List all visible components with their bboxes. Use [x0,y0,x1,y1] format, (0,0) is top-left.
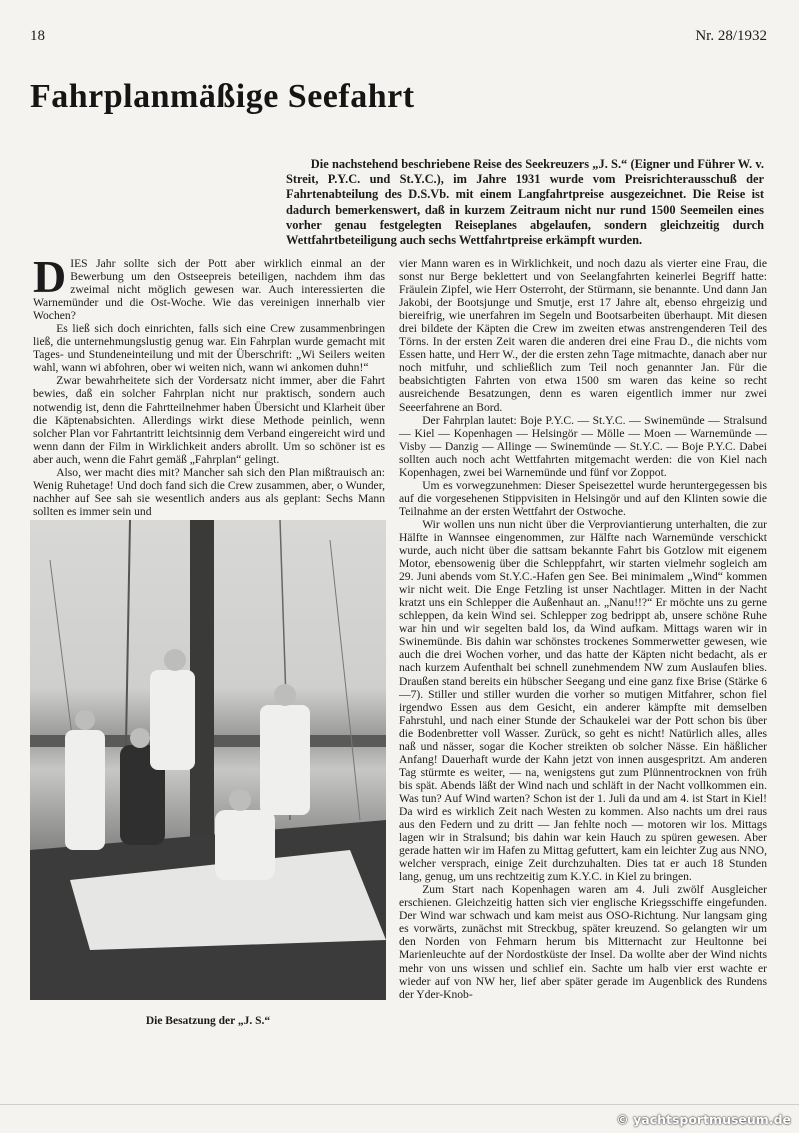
paragraph: Wir wollen uns nun nicht über die Verproviantierung unterhalten, die zur Hälfte in Wannsee eingenommen, zur Hälfte nach Warnemünde verschickt wurde, auch nicht über die sattsam bekannte Fahrt bis Gotzlow mit eigenem Motor, ebensowenig über die Schleppfahrt, wir starten vielmehr sogleich am 29. Juni abends vom St.Y.C.-Hafen gen See. Bei minimalem „Wind“ kommen wir nicht weit. Die Enge Fetzling ist unser Nachtlager. Mitten in der Nacht kratzt uns ein Schlepper die Außenhaut an. „Nanu!!?“ Er möchte uns zu gerne schleppen, da kein Wind sei. Schlepper zog bedrippt ab, unsere schöne Ruhe war hin und wir segelten bald los, da Wind aufkam. Mittags waren wir in Swinemünde. Bis dahin war schönstes trockenes Sommerwetter gewesen, wie auch die drei Wochen vorher, und das hatte der Käpten nicht bedacht, als er nach kurzem Aufenthalt bei schnell zunehmendem NW zum Auslaufen blies. Draußen stand bereits ein hübscher Seegang und eine ganz fixe Brise (Stärke 6—7). Stiller und stiller wurden die vorher so mutigen Mitfahrer, schon fiel irgendwo Essen aus dem Gesicht, ein anderer kämpfte mit demselben Fahrstuhl, und nach einer Stunde der Schaukelei war der Pott schon bis über die Bodenbretter voll Wasser. Zurück, so geht es nicht! Natürlich alles, alles naß und nässer, sogar die Kocher streikten ob solcher Nässe. Ein häßlicher Anfang! Dauerhaft wurde der Kahn jetzt von innen ausgespritzt. Am anderen Tag stürmte es weiter, — na, wenigstens gut zum Plünnentrocknen von früh bis spät. Abends läßt der Wind nach und schläft in der Nacht vollkommen ein. Was tun? Auf Wind warten? Schon ist der 1. Juli da und am 4. ist Start in Kiel! Da wird es wirklich Zeit nach Westen zu kommen. Also nachts um drei raus aus den Federn und zu dritt — Jan fehlte noch — motoren wir los. Mittags lagen wir in Stralsund; bis dahin war kein Hauch zu spüren gewesen. Aber gerade hatten wir im Hafen zu Mittag gefuttert, kam ein leichter Zug aus NNO, welcher versprach, einige Zeit durchzuhalten. Dies tat er auch 18 Stunden lang, genug, um uns rechtzeitig zum K.Y.C. in Kiel zu bringen. [399,517,767,884]
page-number: 18 [30,28,45,44]
article-intro: Die nachstehend beschriebene Reise des Seekreuzers „J. S.“ (Eigner und Führer W. v. Streit, P.Y.C. und St.Y.C.), im Jahre 1931 wurde vom Preisrichterausschuß der Fahrtenabteilung des D.S.Vb. mit einem Langfahrtpreise ausgezeichnet. Die Reise ist dadurch bemerkenswert, daß in kurzem Zeitraum nicht nur rund 1500 Seemeilen eines vorher genau festgelegten Reiseplanes abgelaufen, sondern gleichzeitig durch Wettfahrtbeteiligung auch sechs Wettfahrtpreise erkämpft wurden. [286,157,764,248]
page-edge-divider [0,1104,799,1105]
paragraph: Es ließ sich doch einrichten, falls sich eine Crew zusammenbringen ließ, die unternehmungslustig genug war. Ein Fahrplan wurde gemacht mit Tages- und Stundeneinteilung und mit der Überschrift: „Wi Seilers weiten wahl, wann wi abfohren, ober wi weiten nich, wann wi ankomen duhn!“ [33,322,385,375]
left-column [33,251,385,518]
drop-cap: D [33,251,67,302]
paragraph: Also, wer macht dies mit? Mancher sah sich den Plan mißtrauisch an: Wenig Ruhetage! Und doch fand sich die Crew zusammen, aber, o Wunder, nachher auf See sah sie wesentlich anders aus als geplant: Sechs Mann sollten es immer sein und [33,465,385,518]
photo-caption: Die Besatzung der „J. S.“ [145,1015,271,1027]
watermark: © yachtsportmuseum.de [616,1112,791,1127]
issue-number: Nr. 28/1932 [695,28,767,44]
paragraph: Zum Start nach Kopenhagen waren am 4. Juli zwölf Ausgleicher erschienen. Gleichzeitig hatten sich vier englische Kriegsschiffe eingefunden. Der Wind war schwach und kam meist aus OSO-Richtung. Nur langsam ging es vorwärts, zunächst mit Streckbug, später kreuzend. So gelangten wir um den Norden von Fehmarn herum bis Mitternacht zur Heultonne bei Marienleuchte auf der Nordostküste der Insel. Da wollte aber der Wind nichts mehr von uns wissen und schlief ein. Sachte um halb vier erst wachte er wieder auf von NW her, lief aber später gerade im Augenblick des Rundens der Yder-Knob- [399,883,767,1001]
paragraph [33,251,385,323]
crew-photo-illustration [30,520,386,1000]
paragraph: Um es vorwegzunehmen: Dieser Speisezettel wurde heruntergegessen bis auf die vorgesehenen Stippvisiten in Helsingör und auf den Klinten sowie die Teilnahme an der ersten Wettfahrt der Ostwoche. [399,478,767,518]
paragraph: vier Mann waren es in Wirklichkeit, und noch dazu als vierter eine Frau, die sonst nur Berge beklettert und von Seelangfahrten keinerlei Begriff hatte: Fräulein Zipfel, wie Herr Osterroht, der Stürmann, sie benannte. Und dann Jan Jakobi, der Bootsjunge und Smutje, erst 17 Jahre alt, ebenso ehrgeizig und biereifrig, wie unerfahren im Segeln und Bootsarbeiten überhaupt. Mit diesen drei bildete der Käpten die Crew im zweiten etwas anstrengenderen Teil des Törns. In der ersten Zeit waren die anderen drei eine Frau D., die nichts vom Essen hatte, und Herr W., der die ersten zehn Tage mitmachte, danach aber nur noch mitfuhr, und schließlich zum Teil noch genannter Jan. Für die beabsichtigten Fahrten von etwa 1500 sm waren das keine so recht ausreichende Besatzungen, denn es waren eigentlich immer nur zwei Seeerfahrene an Bord. [399,257,767,414]
paragraph: Der Fahrplan lautet: Boje P.Y.C. — St.Y.C. — Swinemünde — Stralsund — Kiel — Kopenhagen — Helsingör — Mölle — Moen — Warnemünde — Visby — Danzig — Allinge — Swinemünde — St.Y.C. — Boje P.Y.C. Dabei sollten auch noch acht Wettfahrten mitgemacht werden: die von Kiel nach Kopenhagen, zwei bei Warnemünde und fünf vor Zoppot. [399,413,767,479]
right-column [399,257,767,1001]
article-title: Fahrplanmäßige Seefahrt [30,78,415,115]
paragraph: Zwar bewahrheitete sich der Vordersatz nicht immer, aber die Fahrt bewies, daß ein solcher Fahrplan nicht nur praktisch, sondern auch notwendig ist, denn die Fahrtteilnehmer haben Übersicht und Klarheit über die Käptenabsichten. Allerdings wirkt diese Methode peinlich, wenn solcher Plan vor Fahrtantritt leichtsinnig dem Verband eingereicht wird und wenn dann der Film in Wirklichkeit anders abrollt. Um so schöner ist es aber auch, wenn die Fahrt gemäß „Fahrplan“ gelingt. [33,374,385,466]
paragraph-text: IES Jahr sollte sich der Pott aber wirklich einmal an der Bewerbung um den Ostseepreis beteiligen, nachdem ihm das zweimal nicht möglich gewesen war. Auch interessierten die Warnemünder und die Ost-Woche. Wie das vereinigen innerhalb vier Wochen? [33,257,385,323]
crew-photo [30,520,386,1000]
